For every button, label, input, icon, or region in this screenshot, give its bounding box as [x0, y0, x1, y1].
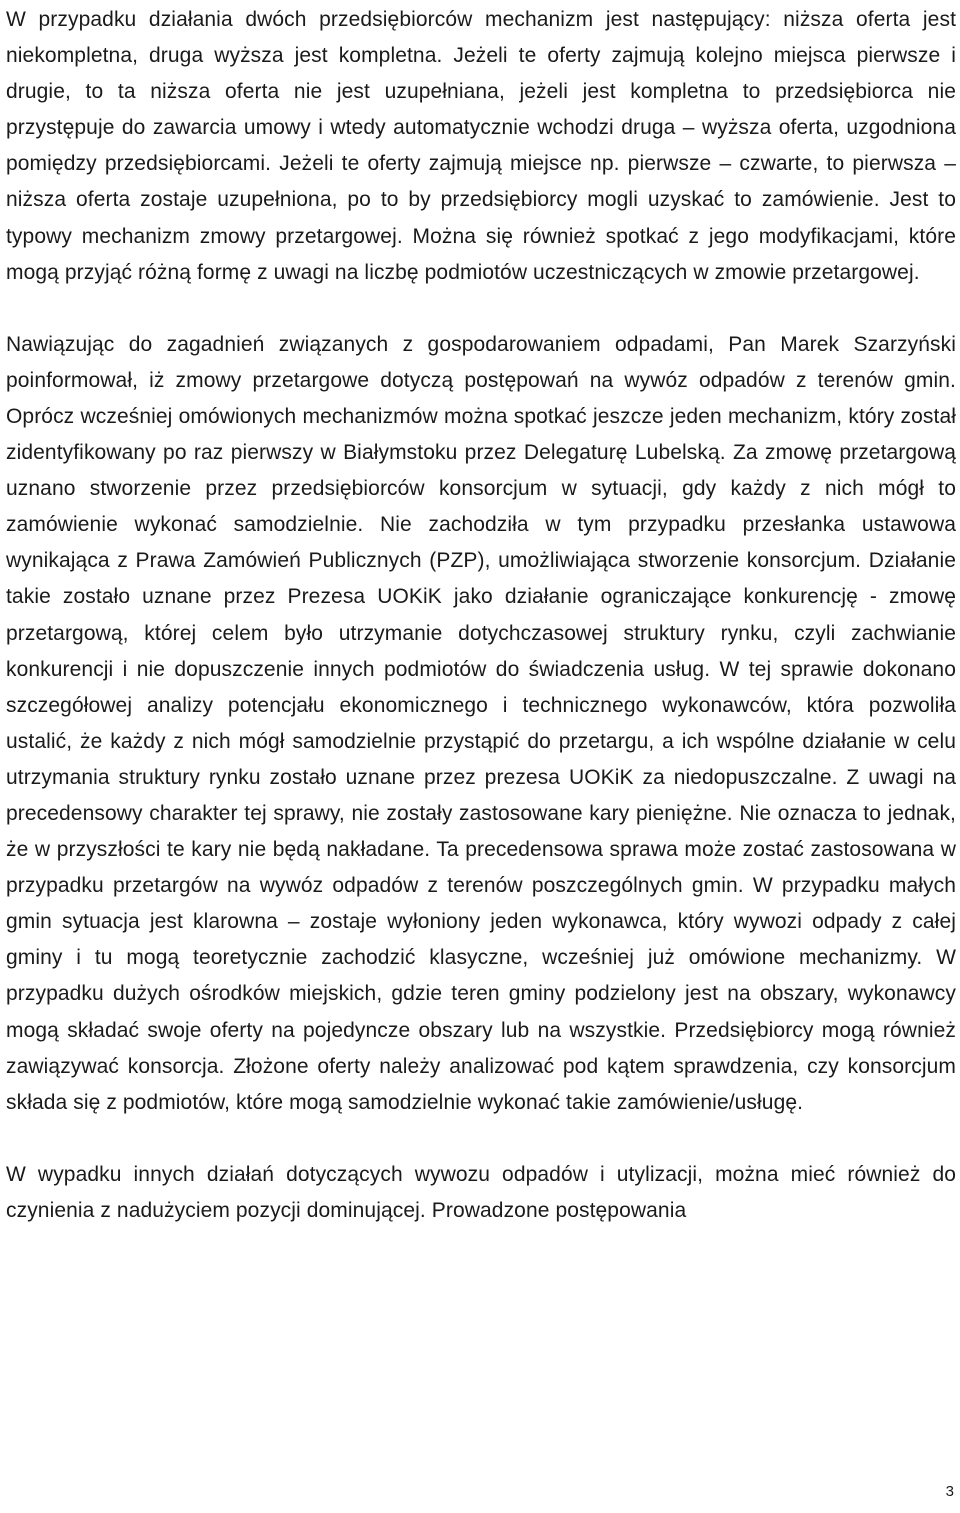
page-number: 3 [945, 1483, 954, 1500]
paragraph-waste-management: Nawiązując do zagadnień związanych z gospodarowaniem odpadami, Pan Marek Szarzyński poinformował, iż zmowy przetargowe dotyczą postępowań na wywóz odpadów z terenów gmin. Oprócz wcześniej omówionych mechanizmów można spotkać jeszcze jeden mechanizm, który został zidentyfikowany po raz pierwszy w Białymstoku przez Delegaturę Lubelską. Za zmowę przetargową uznano stworzenie przez przedsiębiorców konsorcjum w sytuacji, gdy każdy z nich mógł to zamówienie wykonać samodzielnie. Nie zachodziła w tym przypadku przesłanka ustawowa wynikająca z Prawa Zamówień Publicznych (PZP), umożliwiająca stworzenie konsorcjum. Działanie takie zostało uznane przez Prezesa UOKiK jako działanie ograniczające konkurencję - zmowę przetargową, której celem było utrzymanie dotychczasowej struktury rynku, czyli zachwianie konkurencji i nie dopuszczenie innych podmiotów do świadczenia usług. W tej sprawie dokonano szczegółowej analizy potencjału ekonomicznego i technicznego wykonawców, która pozwoliła ustalić, że każdy z nich mógł samodzielnie przystąpić do przetargu, a ich wspólne działanie w celu utrzymania struktury rynku zostało uznane przez prezesa UOKiK za niedopuszczalne. Z uwagi na precedensowy charakter tej sprawy, nie zostały zastosowane kary pieniężne. Nie oznacza to jednak, że w przyszłości te kary nie będą nakładane. Ta precedensowa sprawa może zostać zastosowana w przypadku przetargów na wywóz odpadów z terenów poszczególnych gmin. W przypadku małych gmin sytuacja jest klarowna – zostaje wyłoniony jeden wykonawca, który wywozi odpady z całej gminy i tu mogą teoretycznie zachodzić klasyczne, wcześniej już omówione mechanizmy. W przypadku dużych ośrodków miejskich, gdzie teren gminy podzielony jest na obszary, wykonawcy mogą składać swoje oferty na pojedyncze obszary lub na wszystkie. Przedsiębiorcy mogą również zawiązywać konsorcja. Złożone oferty należy analizować pod kątem sprawdzenia, czy konsorcjum składa się z podmiotów, które mogą samodzielnie wykonać takie zamówienie/usługę. [6, 332, 956, 1114]
document-body [6, 2, 956, 1229]
paragraph-bid-rigging-mechanism: W przypadku działania dwóch przedsiębiorców mechanizm jest następujący: niższa oferta jest niekompletna, druga wyższa jest kompletna. Jeżeli te oferty zajmują kolejno miejsca pierwsze i drugie, to ta niższa oferta nie jest uzupełniana, jeżeli jest kompletna to przedsiębiorca nie przystępuje do zawarcia umowy i wtedy automatycznie wchodzi druga – wyższa oferta, uzgodniona pomiędzy przedsiębiorcami. Jeżeli te oferty zajmują miejsce np. pierwsze – czwarte, to pierwsza – niższa oferta zostaje uzupełniona, po to by przedsiębiorcy mogli uzyskać to zamówienie. Jest to typowy mechanizm zmowy przetargowej. Można się również spotkać z jego modyfikacjami, które mogą przyjąć różną formę z uwagi na liczbę podmiotów uczestniczących w zmowie przetargowej. [6, 8, 956, 284]
paragraph-dominant-position: W wypadku innych działań dotyczących wywozu odpadów i utylizacji, można mieć również do czynienia z nadużyciem pozycji dominującej. Prowadzone postępowania [6, 1162, 956, 1222]
